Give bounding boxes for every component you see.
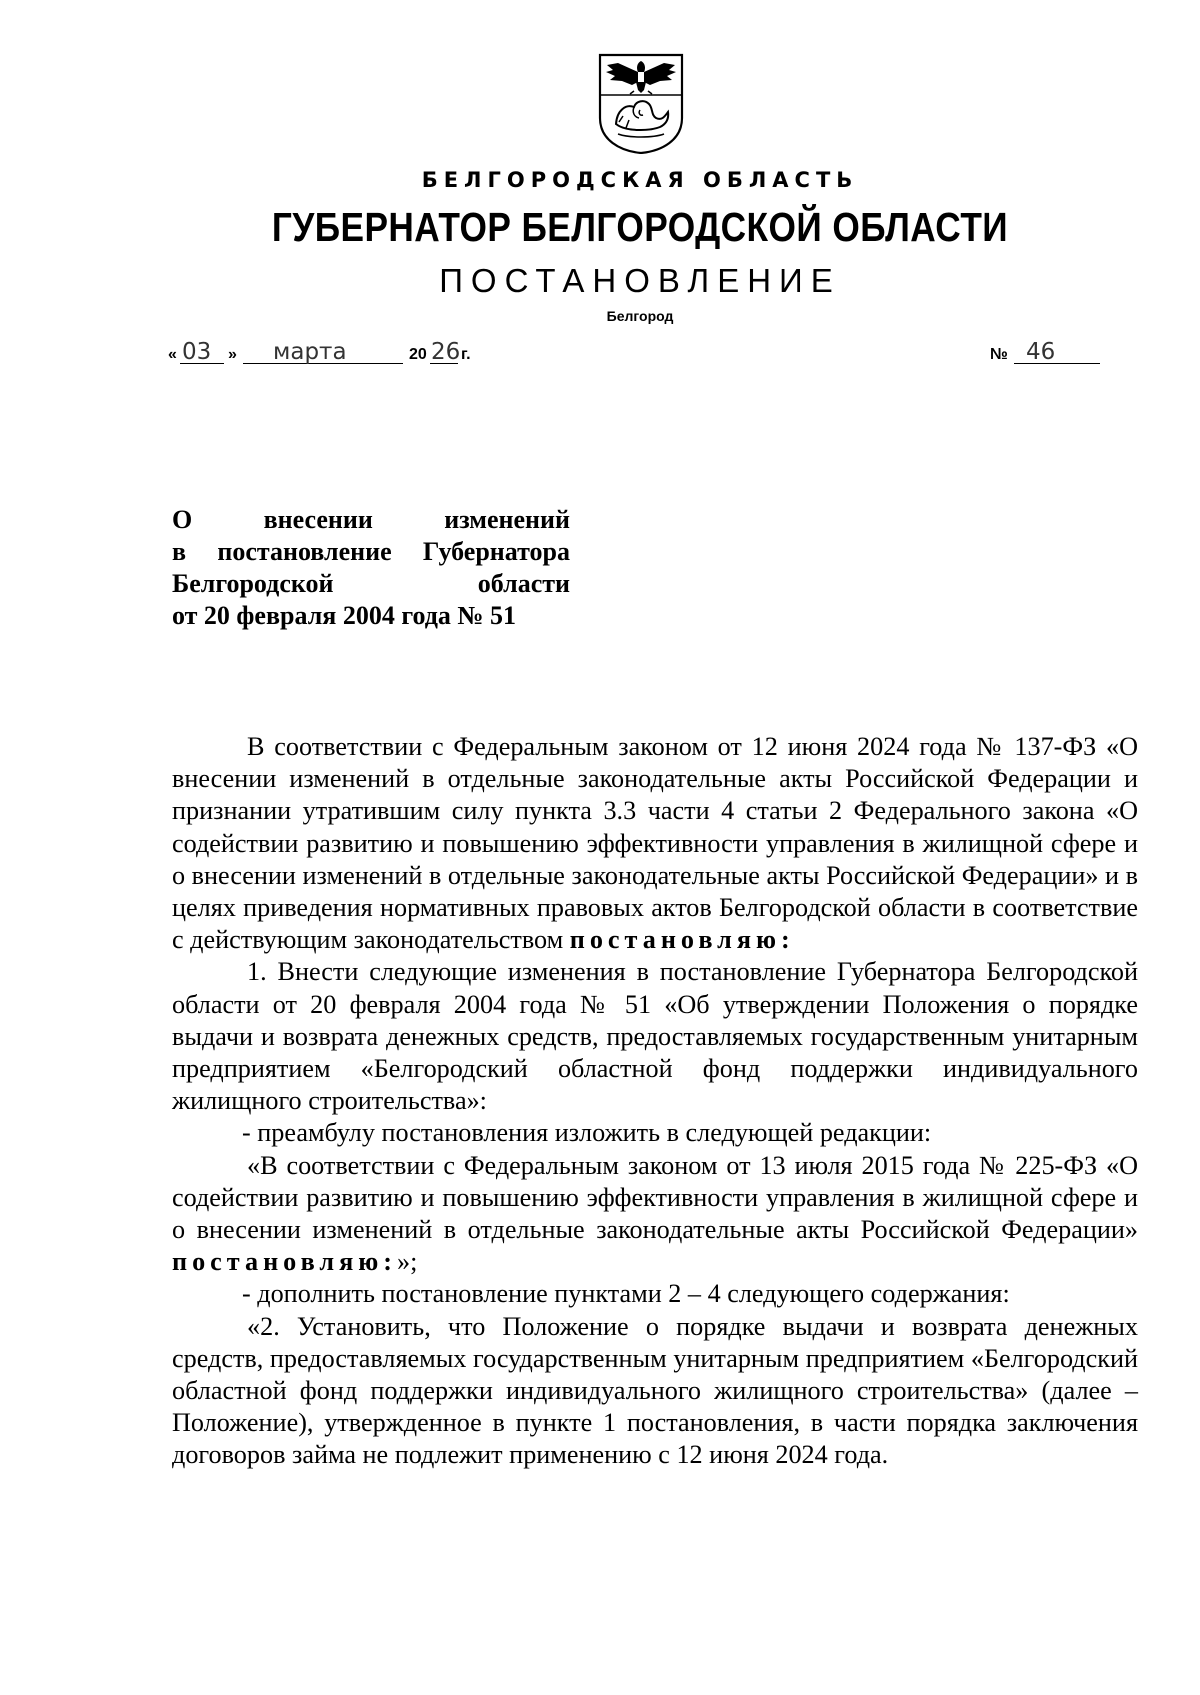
date-month: марта [273, 339, 347, 365]
paragraph-item-1: 1. Внести следующие изменения в постановление Губернатора Белгородской области от 20 февраля 2004 года № 51 «Об утверждении Положения о порядке выдачи и возврата денежных средств, предоставляемых государственным унитарным предприятием «Белгородский областной фонд поддержки индивидуального жилищного строительства»: [172, 957, 1138, 1116]
open-quote: « [168, 346, 177, 363]
paragraph-item-2: «2. Установить, что Положение о порядке выдачи и возврата денежных средств, предоставляемых государственным унитарным предприятием «Белгородский областной фонд поддержки индивидуального жилищного строительства» (далее – Положение), утвержденное в пункте 1 постановления, в части порядка заключения договоров займа не подлежит применению с 12 июня 2024 года. [172, 1311, 1138, 1470]
document-body [172, 731, 1138, 1472]
paragraph-preamble [172, 731, 1138, 956]
year-prefix: 20 [409, 346, 427, 363]
title-line: в постановление Губернатора [172, 537, 570, 566]
number-label: № [990, 346, 1008, 363]
title-line: Белгородской области [172, 569, 570, 598]
year-label: г. [461, 346, 471, 363]
title-line: О внесении изменений [172, 505, 570, 534]
date-year: 26 [431, 339, 461, 365]
city-name: Белгород [606, 308, 674, 324]
resolution-word: постановляю: [569, 925, 795, 955]
region-name: БЕЛГОРОДСКАЯ ОБЛАСТЬ [421, 168, 859, 192]
paragraph-text: В соответствии с Федеральным законом от 12 июня 2024 года № 137-ФЗ «О внесении изменений в отдельные законодательные акты Российской Федерации и признании утратившим силу пункта 3.3 части 4 статьи 2 Федерального закона «О содействии развитию и повышению эффективности управления в жилищной сфере и о внесении изменений в отдельные законодательные акты Российской Федерации» и в целях приведения нормативных правовых актов Белгородской области в соответствие с действующим законодательством [172, 732, 1138, 955]
title-line: от 20 февраля 2004 года № 51 [172, 601, 517, 630]
paragraph-add-items: - дополнить постановление пунктами 2 – 4 следующего содержания: [242, 1279, 1010, 1309]
resolution-word: постановляю: [172, 1247, 398, 1277]
document-type: ПОСТАНОВЛЕНИЕ [439, 262, 841, 299]
paragraph-text: «В соответствии с Федеральным законом от 13 июля 2015 года № 225-ФЗ «О содействии развитию и повышению эффективности управления в жилищной сфере и о внесении изменений в отдельные законодательные акты Российской Федерации» [172, 1150, 1138, 1245]
document-title [172, 504, 570, 632]
date-day: 03 [182, 339, 212, 365]
document-number: 46 [1026, 339, 1056, 365]
coat-of-arms-icon [596, 52, 686, 154]
close-quote: » [228, 346, 237, 363]
paragraph-new-preamble [172, 1150, 1138, 1279]
paragraph-preamble-change: - преамбулу постановления изложить в следующей редакции: [242, 1118, 932, 1148]
paragraph-tail: »; [397, 1247, 418, 1277]
issuer-title: ГУБЕРНАТОР БЕЛГОРОДСКОЙ ОБЛАСТИ [271, 204, 1009, 250]
